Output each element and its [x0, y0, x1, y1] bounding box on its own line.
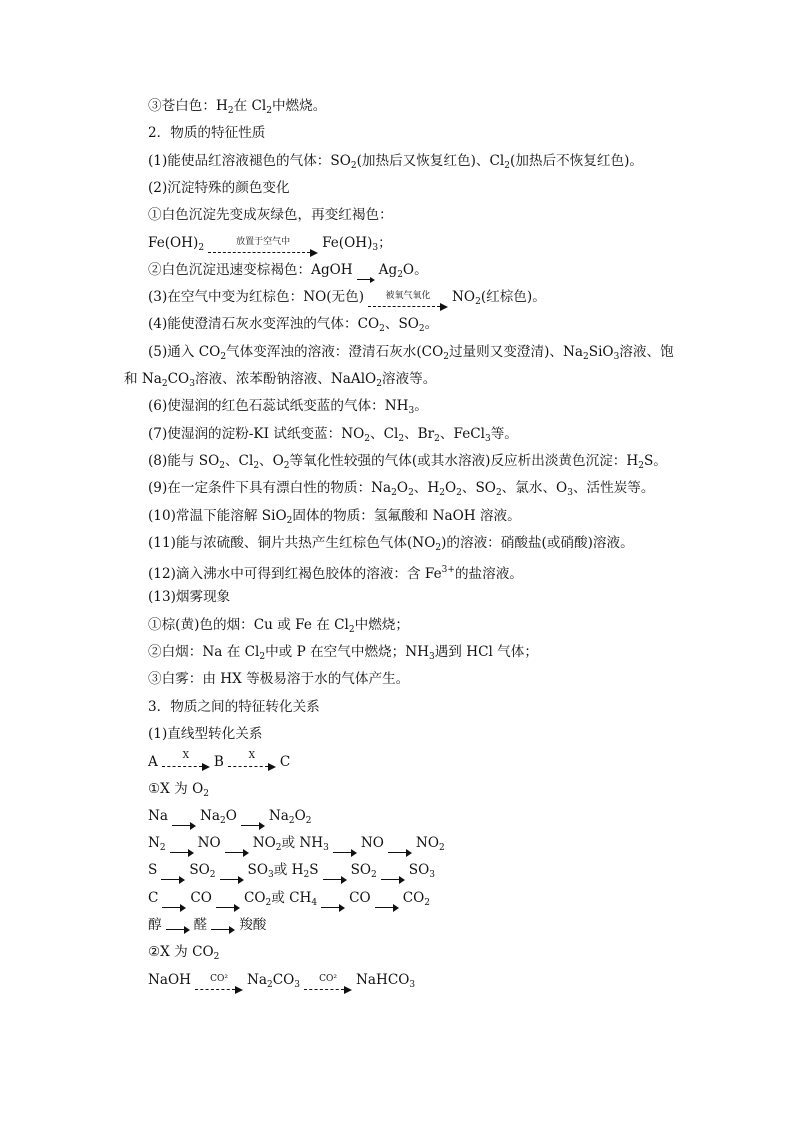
text-run: CO [402, 889, 425, 906]
text-line [148, 669, 748, 689]
subscript: 2 [379, 324, 385, 335]
superscript: 3+ [441, 565, 455, 576]
text-run: 溶液等。 [381, 371, 437, 387]
text-run: 。 [414, 398, 428, 415]
text-run: 和 Na [124, 371, 162, 387]
subscript: 2 [438, 843, 445, 854]
reaction-arrow-icon [162, 751, 210, 772]
text-run: 等氧化性较强的气体(或其水溶液)反应析出淡黄色沉淀：H [289, 452, 639, 469]
text-run: Ag [378, 261, 398, 278]
subscript: 2 [219, 460, 225, 471]
subscript: 3 [268, 870, 274, 881]
reaction-arrow-icon [241, 821, 265, 831]
subscript: 3 [294, 979, 301, 990]
subscript: 2 [364, 433, 370, 444]
text-run: 的盐溶液。 [454, 566, 523, 583]
text-line [148, 233, 748, 258]
reaction-arrow-icon [304, 974, 352, 995]
text-run: 溶液、浓苯酚钠溶液、NaAlO [194, 371, 377, 387]
text-line [148, 751, 748, 772]
text-line [148, 970, 748, 995]
subscript: 2 [275, 843, 282, 854]
text-run: (12)滴入沸水中可得到红褐色胶体的溶液：含 Fe [148, 566, 442, 583]
text-run: (3)在空气中变为红棕色：NO(无色) [148, 289, 365, 306]
text-run: N [148, 835, 160, 852]
arrow-condition: X [248, 751, 256, 762]
subscript: 2 [213, 952, 220, 963]
text-run: 、氯水、O [501, 480, 568, 497]
text-run: O [294, 807, 306, 824]
text-run: CO [272, 971, 295, 988]
text-run: 中燃烧； [354, 616, 409, 633]
arrow-condition: X [182, 751, 190, 762]
text-run: ①白色沉淀先变成灰绿色，再变红褐色： [148, 207, 393, 224]
text-run: 、SO [384, 316, 419, 333]
reaction-arrow-icon [161, 875, 185, 885]
reaction-arrow-icon [368, 291, 448, 312]
reaction-arrow-icon [388, 848, 412, 858]
text-run: 、Br [404, 425, 435, 442]
text-line [148, 860, 748, 885]
subscript: 2 [376, 379, 382, 389]
text-run: 2．物质的特征性质 [148, 125, 266, 142]
text-line [148, 833, 748, 858]
subscript: 2 [159, 843, 166, 854]
text-run: Fe(OH) [322, 234, 373, 251]
subscript: 2 [161, 379, 168, 389]
subscript: 2 [434, 433, 440, 444]
text-run: S。 [643, 452, 667, 469]
subscript: 2 [638, 460, 644, 471]
text-line [148, 287, 748, 312]
text-run: CO [243, 889, 266, 906]
text-run: 固体的物质：氢氟酸和 NaOH 溶液。 [292, 507, 521, 524]
text-line [148, 478, 748, 503]
text-run: 、FeCl [439, 425, 485, 442]
text-line [148, 396, 748, 421]
text-run: Na [247, 971, 267, 988]
subscript: 2 [435, 542, 442, 553]
text-run: (加热后又恢复红色)、Cl [356, 152, 505, 169]
text-run: SiO [588, 343, 614, 360]
subscript: 3 [409, 979, 416, 990]
text-run: SO [408, 862, 430, 879]
subscript: 2 [220, 815, 226, 826]
subscript: 3 [484, 433, 491, 444]
reaction-arrow-icon [166, 925, 190, 935]
text-line [148, 260, 748, 285]
text-run: (5)通入 CO [148, 343, 221, 360]
subscript: 2 [305, 815, 312, 826]
text-run: 或 H [273, 862, 304, 879]
arrow-condition: 放置于空气中 [236, 236, 291, 247]
text-line [148, 942, 748, 967]
text-line [148, 314, 748, 339]
text-run: O [225, 807, 237, 824]
text-line [148, 779, 748, 804]
text-run: NaOH [148, 971, 191, 988]
text-run: 或 CH [271, 889, 312, 906]
text-run: 遇到 HCl 气体； [434, 644, 538, 660]
text-run: 、H [413, 480, 440, 497]
text-run: (红棕色)。 [480, 289, 546, 306]
subscript: 4 [311, 897, 318, 908]
text-run: (加热后不恢复红色)。 [510, 152, 643, 169]
text-line [148, 424, 748, 449]
text-run: 醇 [148, 917, 162, 933]
subscript: 2 [253, 460, 260, 471]
subscript: 2 [220, 351, 227, 362]
text-run: NO [360, 835, 384, 852]
text-line [148, 178, 748, 198]
subscript: 2 [583, 351, 589, 362]
arrow-condition: 被氧气氧化 [385, 291, 431, 302]
subscript: 2 [266, 106, 272, 116]
subscript: 2 [288, 815, 295, 826]
subscript: 3 [429, 870, 435, 881]
text-run: ②白烟：Na 在 Cl [148, 644, 260, 660]
reaction-arrow-icon [228, 751, 276, 772]
subscript: 2 [209, 870, 216, 881]
text-run: )的溶液：硝酸盐(或硝酸)溶液。 [441, 534, 634, 551]
reaction-arrow-icon [172, 821, 196, 831]
subscript: 2 [397, 269, 403, 280]
subscript: 2 [303, 870, 310, 881]
text-run: S [148, 862, 158, 879]
text-run: CO [349, 889, 371, 906]
text-run: (7)使湿润的淀粉-KI 试纸变蓝：NO [148, 425, 365, 442]
text-run: 在 Cl [233, 98, 267, 114]
text-run: C [148, 889, 159, 906]
subscript: 2 [283, 460, 290, 471]
reaction-arrow-icon [195, 974, 243, 995]
text-run: ③白雾：由 HX 等极易溶于水的气体产生。 [148, 671, 410, 688]
text-run: ①棕(黄)色的烟：Cu 或 Fe 在 Cl [148, 616, 349, 633]
text-run: 、Cl [224, 452, 254, 469]
text-run: 、Cl [370, 425, 399, 442]
subscript: 2 [391, 488, 397, 499]
subscript: 3 [408, 406, 415, 417]
text-run: ①X 为 O [148, 780, 204, 797]
text-run: 或 NH [281, 835, 324, 852]
subscript: 2 [418, 324, 425, 335]
subscript: 3 [372, 242, 379, 253]
text-line [148, 806, 748, 831]
text-line [148, 205, 748, 225]
text-line [148, 123, 748, 143]
subscript: 2 [198, 242, 205, 253]
text-run: 羧酸 [239, 917, 267, 933]
subscript: 3 [613, 351, 620, 362]
text-run: C [279, 754, 291, 771]
reaction-arrow-icon [333, 848, 357, 858]
subscript: 2 [398, 433, 405, 444]
text-line [148, 915, 748, 935]
text-run: CO [190, 889, 212, 906]
text-run: ②白色沉淀迅速变棕褐色：AgOH [148, 261, 353, 278]
subscript: 2 [443, 351, 449, 362]
text-run: O [396, 480, 409, 497]
text-line [148, 697, 748, 717]
text-line [148, 533, 748, 558]
text-line [124, 369, 724, 394]
subscript: 3 [189, 379, 195, 389]
text-run: 、SO [461, 480, 496, 497]
text-line [148, 642, 748, 667]
text-run: B [213, 754, 224, 771]
text-line [148, 560, 748, 584]
text-line [148, 724, 748, 744]
subscript: 2 [424, 897, 430, 908]
arrow-condition: CO² [210, 973, 228, 984]
reaction-arrow-icon [220, 875, 244, 885]
subscript: 2 [227, 106, 234, 116]
text-run: ②X 为 CO [148, 944, 214, 961]
subscript: 2 [439, 488, 445, 499]
subscript: 2 [348, 624, 355, 635]
text-run: ； [378, 234, 392, 251]
text-run: 3．物质之间的特征转化关系 [148, 698, 320, 715]
text-run: 中或 P 在空气中燃烧；NH [265, 644, 429, 660]
reaction-arrow-icon [208, 237, 318, 258]
text-run: 、O [259, 452, 284, 469]
text-line [148, 615, 748, 640]
text-run: NO [252, 835, 276, 852]
subscript: 2 [371, 870, 377, 881]
text-run: 等。 [490, 425, 518, 442]
reaction-arrow-icon [170, 848, 194, 858]
text-run: (6)使湿润的红色石蕊试纸变蓝的气体：NH [148, 398, 409, 415]
text-line [148, 451, 748, 476]
arrow-condition: CO² [319, 973, 337, 984]
subscript: 2 [456, 488, 462, 499]
text-run: (4)能使澄清石灰水变浑浊的气体：CO [148, 316, 380, 333]
text-run: (11)能与浓硫酸、铜片共热产生红棕色气体(NO [148, 534, 436, 551]
text-run: NO [452, 289, 476, 306]
subscript: 2 [475, 297, 481, 308]
subscript: 2 [495, 488, 502, 499]
text-run: Na [268, 807, 289, 824]
text-run: (8)能与 SO [148, 452, 220, 469]
subscript: 2 [350, 160, 357, 171]
subscript: 2 [203, 788, 209, 799]
subscript: 3 [567, 488, 573, 499]
text-line [148, 587, 748, 607]
text-run: SO [189, 862, 210, 879]
subscript: 2 [504, 160, 511, 171]
text-run: SO [247, 862, 268, 879]
subscript: 2 [265, 897, 272, 908]
text-run: (13)烟雾现象 [148, 589, 231, 606]
text-run: (1)能使品红溶液褪色的气体：SO [148, 152, 351, 169]
reaction-arrow-icon [211, 925, 235, 935]
reaction-arrow-icon [216, 903, 240, 913]
subscript: 2 [408, 488, 414, 499]
text-run: NO [197, 835, 221, 852]
subscript: 3 [428, 652, 435, 662]
text-line [148, 96, 748, 121]
text-run: O。 [402, 261, 428, 278]
reaction-arrow-icon [162, 903, 186, 913]
text-run: S [309, 862, 319, 879]
text-line [148, 151, 748, 176]
text-run: ③苍白色：H [148, 98, 228, 114]
text-run: (2)沉淀特殊的颜色变化 [148, 179, 290, 196]
text-run: 气体变浑浊的溶液：澄清石灰水(CO [226, 343, 444, 360]
text-line [148, 506, 748, 531]
text-run: CO [167, 371, 190, 387]
text-run: 过量则又变澄清)、Na [448, 343, 584, 360]
text-run: SO [350, 862, 372, 879]
text-run: 醛 [193, 917, 208, 933]
reaction-arrow-icon [323, 875, 347, 885]
text-run: Fe(OH) [148, 234, 199, 251]
text-run: 、活性炭等。 [572, 480, 655, 497]
reaction-arrow-icon [357, 275, 375, 285]
text-run: NaHCO [356, 971, 410, 988]
text-run: NO [415, 835, 439, 852]
subscript: 2 [286, 515, 293, 526]
text-run: 。 [424, 316, 439, 333]
subscript: 2 [267, 979, 273, 990]
reaction-arrow-icon [381, 875, 405, 885]
subscript: 2 [259, 652, 266, 662]
text-run: 溶液、饱 [619, 343, 674, 360]
text-line [148, 342, 748, 367]
reaction-arrow-icon [375, 903, 399, 913]
subscript: 3 [323, 843, 329, 854]
text-run: (9)在一定条件下具有漂白性的物质：Na [148, 480, 392, 497]
reaction-arrow-icon [321, 903, 345, 913]
text-run: Na [148, 807, 168, 824]
reaction-arrow-icon [225, 848, 249, 858]
text-run: (10)常温下能溶解 SiO [148, 507, 287, 524]
text-run: 中燃烧。 [271, 98, 327, 114]
text-run: (1)直线型转化关系 [148, 725, 263, 742]
text-run: A [148, 754, 158, 771]
text-run: O [444, 480, 457, 497]
text-run: Na [200, 807, 220, 824]
text-line [148, 888, 748, 913]
